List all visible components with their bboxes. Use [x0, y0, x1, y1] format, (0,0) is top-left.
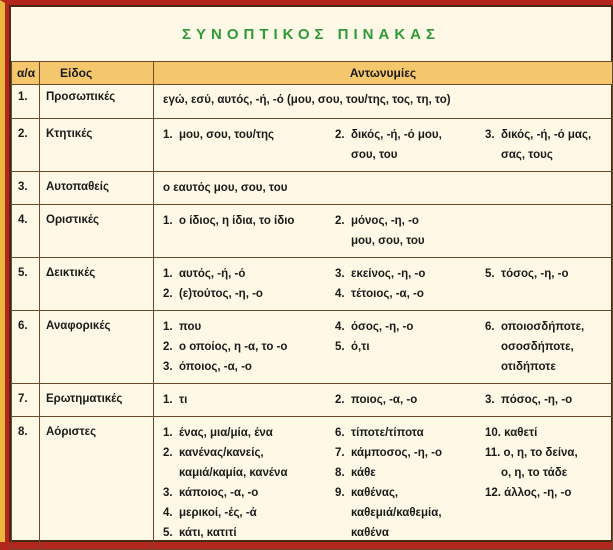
pronoun-entry: 8. κάθε — [335, 467, 376, 479]
row-number: 3. — [12, 172, 40, 205]
pronoun-entry: 3. κάποιος, -α, -ο — [163, 487, 259, 499]
header-id: α/α — [12, 62, 40, 85]
row-pronouns — [154, 258, 613, 311]
pronoun-entry: σας, τους — [485, 149, 553, 161]
pronoun-entry: 1. που — [163, 321, 202, 333]
pronoun-column — [335, 125, 485, 165]
pronoun-entry: 4. τέτοιος, -α, -ο — [335, 288, 424, 300]
row-kind: Αναφορικές — [40, 311, 154, 384]
row-pronouns — [154, 172, 613, 205]
row-kind: Αόριστες — [40, 417, 154, 550]
row-number: 8. — [12, 417, 40, 550]
pronoun-column — [485, 317, 612, 377]
table-row — [12, 311, 613, 384]
pronoun-column — [335, 211, 485, 251]
header-kind: Είδος — [40, 62, 154, 85]
row-kind: Δεικτικές — [40, 258, 154, 311]
pronoun-entry: σου, του — [335, 149, 398, 161]
pronoun-entry: 5. τόσος, -η, -ο — [485, 268, 569, 280]
pronoun-entry: 1. αυτός, -ή, -ό — [163, 268, 246, 280]
pronoun-column — [485, 264, 612, 304]
row-number: 5. — [12, 258, 40, 311]
pronoun-entry: 12. άλλος, -η, -ο — [485, 487, 572, 499]
pronoun-entry: 9. καθένας, — [335, 487, 399, 499]
pronoun-entry: 2. δικός, -ή, -ό μου, — [335, 129, 442, 141]
pronoun-column — [485, 125, 612, 165]
row-number: 7. — [12, 384, 40, 417]
pronoun-column — [485, 211, 612, 251]
pronoun-entry: 5. κάτι, κατιτί — [163, 527, 237, 539]
pronoun-entry: 4. μερικοί, -ές, -ά — [163, 507, 257, 519]
pronoun-entry: οτιδήποτε — [485, 361, 556, 373]
pronoun-entry: 2. μόνος, -η, -ο — [335, 215, 419, 227]
pronoun-entry: 1. τι — [163, 394, 188, 406]
pronoun-entry: 2. ποιος, -α, -ο — [335, 394, 418, 406]
pronoun-entry: 11. ο, η, το δείνα, — [485, 447, 578, 459]
pronoun-column — [154, 317, 335, 377]
pronoun-entry: οσοσδήποτε, — [485, 341, 574, 353]
pronoun-column — [502, 178, 612, 198]
pronoun-entry: 3. πόσος, -η, -ο — [485, 394, 573, 406]
row-pronouns — [154, 205, 613, 258]
pronoun-entry: 5. ό,τι — [335, 341, 370, 353]
pronoun-entry: 3. δικός, -ή, -ό μας, — [485, 129, 592, 141]
pronoun-entry: 3. όποιος, -α, -ο — [163, 361, 252, 373]
pronoun-entry: 1. ένας, μια/μία, ένα — [163, 427, 273, 439]
row-kind: Προσωπικές — [40, 85, 154, 119]
pronoun-column — [335, 390, 485, 410]
pronoun-entry: 10. καθετί — [485, 427, 538, 439]
pronoun-entry: 6. οποιοσδήποτε, — [485, 321, 585, 333]
pronoun-entry: καθένα — [335, 527, 389, 539]
pronoun-entry: 7. κάμποσος, -η, -ο — [335, 447, 442, 459]
row-kind: Αυτοπαθείς — [40, 172, 154, 205]
row-pronouns — [154, 119, 613, 172]
pronoun-entry: 4. όσος, -η, -ο — [335, 321, 414, 333]
pronoun-entry: καμιά/καμία, κανένα — [163, 467, 288, 479]
pronoun-entry: 1. μου, σου, του/της — [163, 129, 274, 141]
pronoun-column — [502, 90, 612, 110]
pronoun-entry: 2. ο οποίος, η -α, το -ο — [163, 341, 288, 353]
pronoun-column — [154, 390, 335, 410]
pronoun-entry: ο, η, το τάδε — [485, 467, 568, 479]
pronoun-entry: καθεμιά/καθεμία, — [335, 507, 442, 519]
pronoun-column — [154, 264, 335, 304]
pronoun-column — [154, 211, 335, 251]
pronoun-column — [335, 264, 485, 304]
pronoun-column — [154, 423, 335, 543]
table-row — [12, 258, 613, 311]
pronoun-entry: 2. (ε)τούτος, -η, -ο — [163, 288, 263, 300]
pronoun-entry: 1. ο ίδιος, η ίδια, το ίδιο — [163, 215, 295, 227]
pronoun-table — [11, 61, 613, 550]
row-number: 4. — [12, 205, 40, 258]
row-kind: Ερωτηματικές — [40, 384, 154, 417]
row-number: 6. — [12, 311, 40, 384]
pronoun-column — [154, 90, 502, 110]
pronoun-column — [485, 390, 612, 410]
row-pronouns — [154, 311, 613, 384]
table-header-row — [12, 62, 613, 85]
pronoun-column — [335, 423, 485, 543]
header-pronouns: Αντωνυμίες — [154, 62, 613, 85]
pronoun-column — [485, 423, 612, 543]
table-row — [12, 172, 613, 205]
pronoun-entry: 2. κανένας/κανείς, — [163, 447, 264, 459]
pronoun-entry: ο εαυτός μου, σου, του — [163, 182, 288, 194]
table-row — [12, 417, 613, 550]
row-pronouns — [154, 417, 613, 550]
row-kind: Οριστικές — [40, 205, 154, 258]
row-pronouns — [154, 384, 613, 417]
page-title: ΣΥΝΟΠΤΙΚΟΣ ΠΙΝΑΚΑΣ — [182, 25, 440, 43]
row-number: 1. — [12, 85, 40, 119]
pronoun-entry: 3. εκείνος, -η, -ο — [335, 268, 426, 280]
table-row — [12, 384, 613, 417]
table-row — [12, 119, 613, 172]
pronoun-column — [335, 317, 485, 377]
summary-panel — [9, 5, 613, 542]
pronoun-entry: μου, σου, του — [335, 235, 425, 247]
row-pronouns — [154, 85, 613, 119]
pronoun-entry: εγώ, εσύ, αυτός, -ή, -ό (μου, σου, του/της, τος, τη, το) — [163, 94, 451, 106]
pronoun-column — [154, 178, 502, 198]
table-row — [12, 85, 613, 119]
pronoun-column — [154, 125, 335, 165]
row-number: 2. — [12, 119, 40, 172]
pronoun-entry: 6. τίποτε/τίποτα — [335, 427, 424, 439]
row-kind: Κτητικές — [40, 119, 154, 172]
table-row — [12, 205, 613, 258]
